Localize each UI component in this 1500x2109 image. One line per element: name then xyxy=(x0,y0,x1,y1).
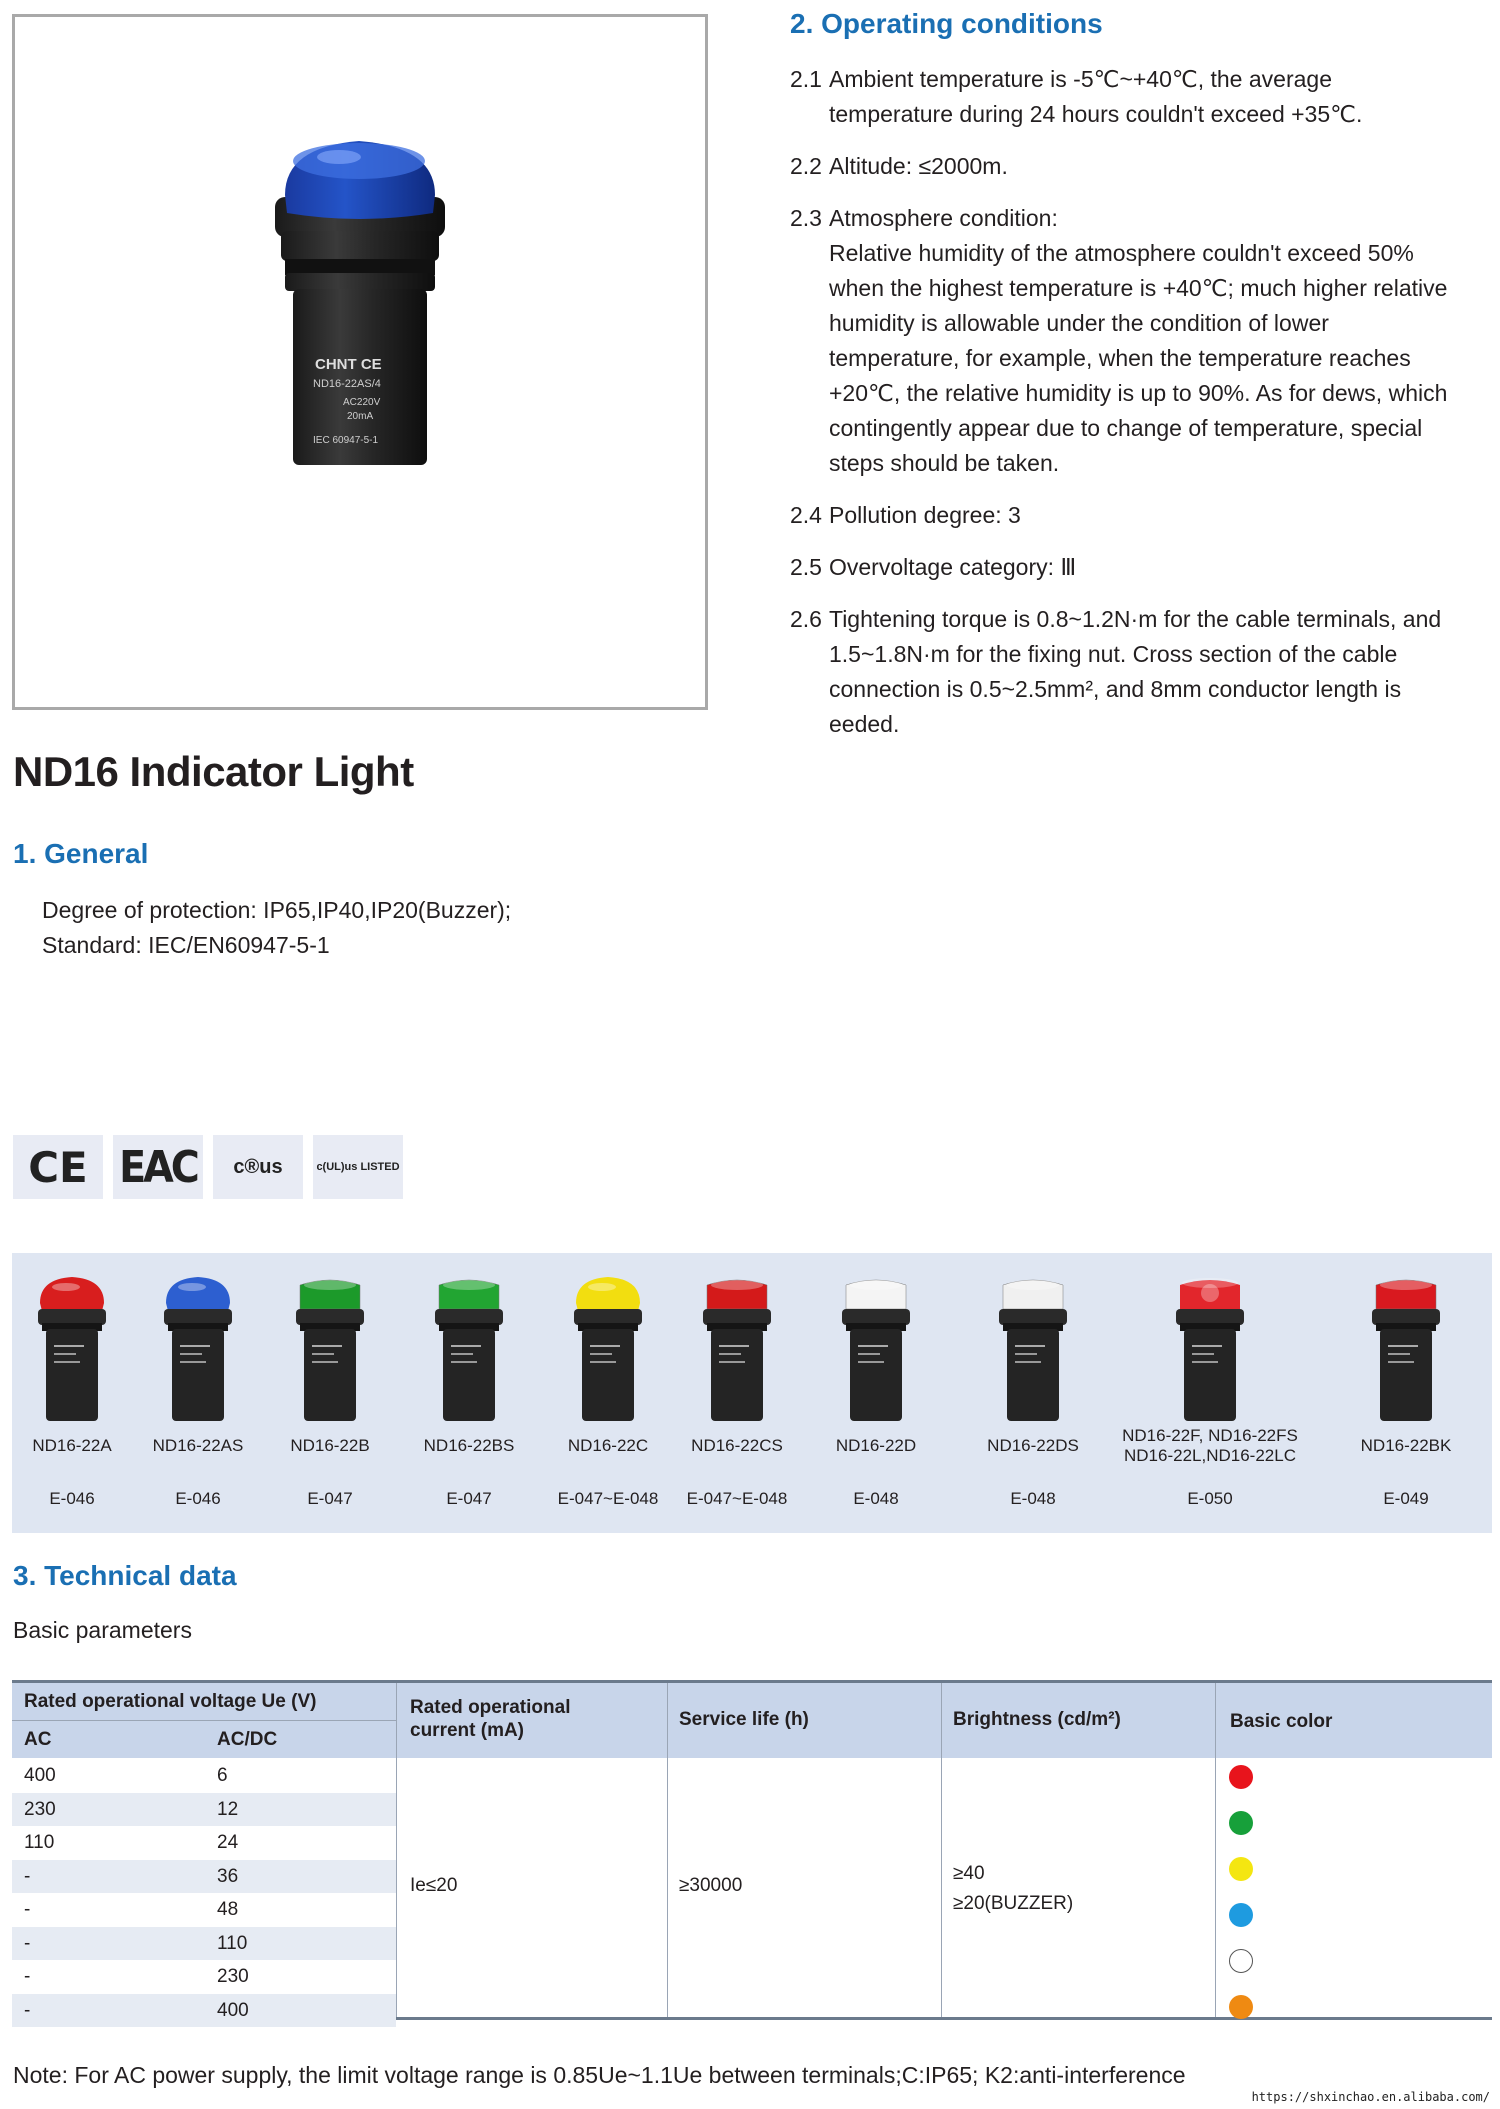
model-variant xyxy=(801,1253,951,1508)
condition-text-line: Tightening torque is 0.8~1.2N·m for the cable terminals, and xyxy=(829,606,1442,632)
header-ac: AC xyxy=(24,1729,52,1750)
ac-voltage-cell: - xyxy=(24,1966,31,1987)
model-page-code: E-047 xyxy=(446,1489,492,1508)
header-voltage: Rated operational voltage Ue (V) xyxy=(24,1691,317,1712)
ac-voltage-cell: - xyxy=(24,1899,31,1920)
condition-text-line: +20℃, the relative humidity is up to 90%. As for dews, which xyxy=(829,380,1448,406)
table-row xyxy=(12,1759,396,1793)
condition-number: 2.2 xyxy=(790,153,822,179)
service-life-value: ≥30000 xyxy=(679,1875,743,1896)
operating-condition-item xyxy=(790,602,1490,742)
general-body xyxy=(42,893,511,963)
ul-listed-mark-icon: c(UL)us LISTED xyxy=(313,1135,403,1199)
condition-text-line: Atmosphere condition: xyxy=(829,205,1058,231)
condition-number: 2.3 xyxy=(790,205,822,231)
model-variant xyxy=(394,1253,544,1508)
color-swatch-icon xyxy=(1229,1995,1253,2019)
technical-data-heading: 3. Technical data xyxy=(13,1560,237,1591)
brightness-value: ≥40 xyxy=(953,1863,985,1884)
model-page-code: E-046 xyxy=(175,1489,221,1508)
acdc-voltage-cell: 230 xyxy=(217,1966,249,1987)
indicator-light-icon xyxy=(1366,1275,1446,1425)
model-variant xyxy=(1122,1253,1298,1508)
condition-text-line: temperature, for example, when the temperature reaches xyxy=(829,345,1411,371)
model-variant xyxy=(123,1253,273,1508)
ac-voltage-cell: - xyxy=(24,1999,31,2021)
header-current-line1: Rated operational xyxy=(410,1697,571,1718)
color-swatch-icon xyxy=(1229,1765,1253,1789)
ac-voltage-cell: - xyxy=(24,1932,31,1954)
table-row xyxy=(12,1927,396,1961)
source-url: https://shxinchao.en.alibaba.com/ xyxy=(1251,2090,1490,2104)
condition-text-line: contingently appear due to change of temperature, special xyxy=(829,415,1423,441)
model-variant xyxy=(255,1253,405,1508)
header-brightness: Brightness (cd/m²) xyxy=(953,1709,1121,1730)
eac-mark-icon: EAC xyxy=(113,1135,203,1199)
condition-text-line: Pollution degree: 3 xyxy=(829,502,1021,528)
model-name-line: ND16-22BK xyxy=(1360,1436,1452,1455)
operating-condition-item xyxy=(790,550,1490,585)
model-variant xyxy=(1331,1253,1481,1508)
rated-current-value: Ie≤20 xyxy=(410,1875,458,1896)
model-variant xyxy=(958,1253,1108,1508)
model-variant xyxy=(662,1253,812,1508)
model-variant xyxy=(533,1253,683,1508)
model-page-code: E-047~E-048 xyxy=(557,1489,659,1508)
condition-number: 2.1 xyxy=(790,66,822,92)
model-name-line: ND16-22D xyxy=(835,1436,917,1455)
condition-number: 2.4 xyxy=(790,502,822,528)
ac-voltage-cell: - xyxy=(24,1865,31,1887)
header-service-life: Service life (h) xyxy=(679,1709,809,1730)
model-variants-strip xyxy=(12,1253,1492,1533)
condition-text-line: temperature during 24 hours couldn't exceed +35℃. xyxy=(829,101,1363,127)
acdc-voltage-cell: 400 xyxy=(217,1999,249,2021)
acdc-voltage-cell: 6 xyxy=(217,1765,228,1786)
condition-text-line: when the highest temperature is +40℃; much higher relative xyxy=(829,275,1448,301)
operating-conditions-list xyxy=(790,62,1490,759)
model-page-code: E-047~E-048 xyxy=(686,1489,788,1508)
model-page-code: E-049 xyxy=(1383,1489,1429,1508)
model-name-line: ND16-22BS xyxy=(423,1436,515,1455)
hero-label-model: ND16-22AS/4 xyxy=(313,378,381,390)
model-name xyxy=(938,1436,1128,1456)
general-heading: 1. General xyxy=(13,838,149,869)
color-swatch-icon xyxy=(1229,1857,1253,1881)
model-page-code: E-050 xyxy=(1187,1489,1233,1508)
model-name-line: ND16-22CS xyxy=(691,1436,783,1455)
hero-label-voltage: AC220V xyxy=(343,397,381,408)
basic-parameters-table xyxy=(12,1680,1492,2020)
indicator-light-icon xyxy=(836,1275,916,1425)
indicator-light-icon xyxy=(993,1275,1073,1425)
model-name xyxy=(1311,1436,1500,1456)
model-page-code: E-047 xyxy=(307,1489,353,1508)
hero-label-current: 20mA xyxy=(347,411,374,422)
table-row xyxy=(12,1960,396,1994)
operating-condition-item xyxy=(790,149,1490,184)
condition-text-line: 1.5~1.8N·m for the fixing nut. Cross section of the cable xyxy=(829,641,1398,667)
ac-voltage-cell: 400 xyxy=(24,1765,56,1786)
model-name-line: ND16-22DS xyxy=(987,1436,1079,1455)
acdc-voltage-cell: 12 xyxy=(217,1798,239,1820)
model-page-code: E-048 xyxy=(1010,1489,1056,1508)
indicator-light-icon xyxy=(290,1275,370,1425)
header-basic-color: Basic color xyxy=(1230,1711,1333,1732)
hero-label-brand: CHNT CE xyxy=(315,356,382,373)
header-current-line2: current (mA) xyxy=(410,1720,525,1741)
indicator-light-image xyxy=(255,127,475,467)
condition-text-line: Overvoltage category: Ⅲ xyxy=(829,554,1077,580)
model-name-line: ND16-22L,ND16-22LC xyxy=(1124,1446,1296,1465)
standard-text: Standard: IEC/EN60947-5-1 xyxy=(42,932,330,958)
table-row xyxy=(12,1860,396,1894)
acdc-voltage-cell: 24 xyxy=(217,1832,239,1853)
color-swatch-icon xyxy=(1229,1903,1253,1927)
table-row xyxy=(12,1793,396,1827)
indicator-light-icon xyxy=(429,1275,509,1425)
model-page-code: E-046 xyxy=(49,1489,95,1508)
header-acdc: AC/DC xyxy=(217,1729,278,1750)
certification-logos xyxy=(13,1135,403,1199)
hero-label-standard: IEC 60947-5-1 xyxy=(313,435,379,446)
color-swatch-icon xyxy=(1229,1811,1253,1835)
operating-conditions-heading: 2. Operating conditions xyxy=(790,8,1103,39)
condition-text-line: Relative humidity of the atmosphere couldn't exceed 50% xyxy=(829,240,1414,266)
condition-text-line: Altitude: ≤2000m. xyxy=(829,153,1008,179)
indicator-light-icon xyxy=(1170,1275,1250,1425)
model-name-line: ND16-22AS xyxy=(152,1436,244,1455)
product-image-frame xyxy=(12,14,708,710)
table-row xyxy=(12,1826,396,1860)
protection-degree-text: Degree of protection: IP65,IP40,IP20(Buzzer); xyxy=(42,897,512,923)
indicator-light-icon xyxy=(158,1275,238,1425)
model-name-line: ND16-22F, ND16-22FS xyxy=(1122,1426,1298,1445)
table-row xyxy=(12,1893,396,1927)
operating-condition-item xyxy=(790,201,1490,481)
basic-parameters-subheading: Basic parameters xyxy=(13,1617,192,1643)
condition-text-line: eeded. xyxy=(829,711,900,737)
condition-number: 2.6 xyxy=(790,606,822,632)
acdc-voltage-cell: 110 xyxy=(217,1932,248,1954)
operating-condition-item xyxy=(790,498,1490,533)
model-name-line: ND16-22C xyxy=(567,1436,649,1455)
acdc-voltage-cell: 36 xyxy=(217,1865,239,1887)
ac-voltage-cell: 230 xyxy=(24,1798,56,1820)
model-name-line: ND16-22B xyxy=(290,1436,370,1455)
indicator-light-icon xyxy=(568,1275,648,1425)
ce-mark-icon: CE xyxy=(13,1135,103,1199)
table-row xyxy=(12,1994,396,2028)
product-title: ND16 Indicator Light xyxy=(13,748,414,795)
operating-condition-item xyxy=(790,62,1490,132)
condition-text-line: connection is 0.5~2.5mm², and 8mm conductor length is xyxy=(829,676,1402,702)
condition-text-line: steps should be taken. xyxy=(829,450,1060,476)
indicator-light-icon xyxy=(697,1275,777,1425)
indicator-light-icon xyxy=(32,1275,112,1425)
brightness-buzzer-value: ≥20(BUZZER) xyxy=(953,1893,1074,1914)
ac-voltage-cell: 110 xyxy=(24,1832,55,1853)
model-name-line: ND16-22A xyxy=(32,1436,112,1455)
acdc-voltage-cell: 48 xyxy=(217,1899,239,1920)
model-name xyxy=(1115,1426,1305,1466)
condition-text-line: humidity is allowable under the condition of lower xyxy=(829,310,1329,336)
condition-text-line: Ambient temperature is -5℃~+40℃, the average xyxy=(829,66,1332,92)
condition-number: 2.5 xyxy=(790,554,822,580)
model-page-code: E-048 xyxy=(853,1489,899,1508)
color-swatch-icon xyxy=(1229,1949,1253,1973)
footnote: Note: For AC power supply, the limit voltage range is 0.85Ue~1.1Ue between terminals;C:IP65; K2:anti-interference xyxy=(13,2062,1186,2088)
ul-recognized-mark-icon: c®us xyxy=(213,1135,303,1199)
